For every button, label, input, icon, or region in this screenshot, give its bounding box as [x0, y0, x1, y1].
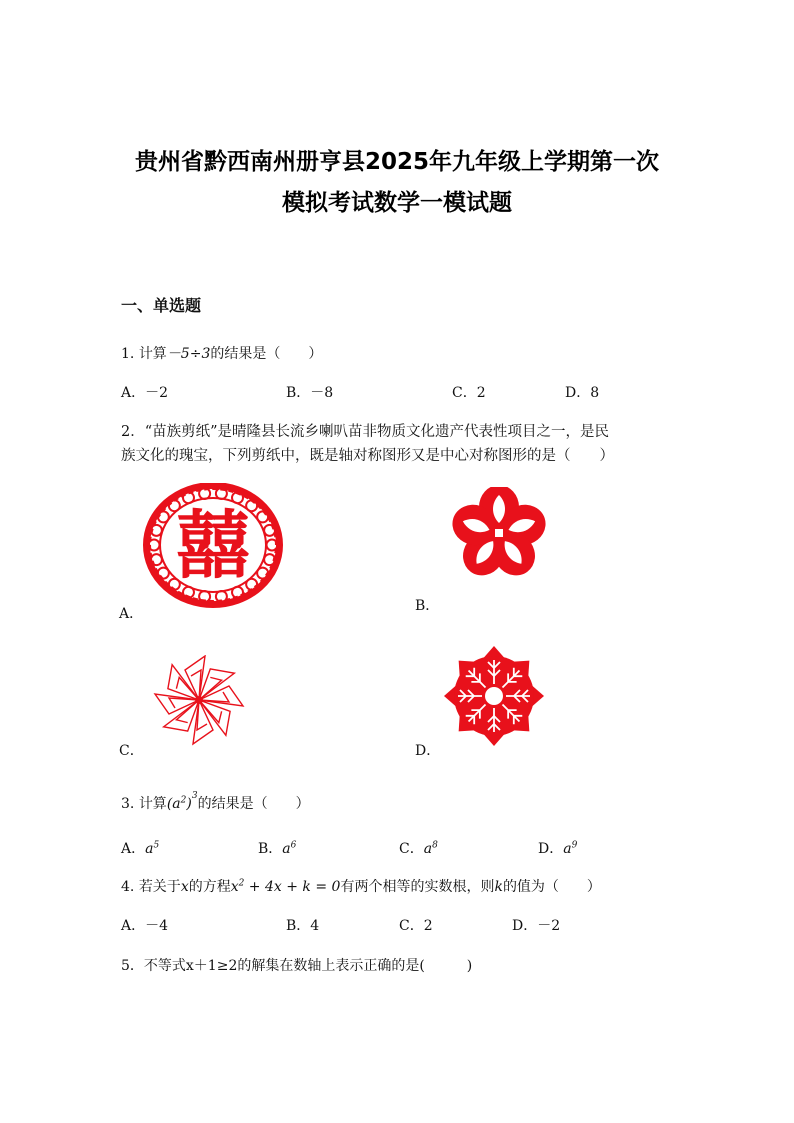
question-2-label-b[interactable]: B．: [415, 598, 440, 614]
page-title-line1: 贵州省黔西南州册亨县2025年九年级上学期第一次: [134, 149, 659, 175]
papercut-flower[interactable]: [440, 487, 558, 579]
papercut-pinwheel[interactable]: [146, 655, 252, 753]
papercut-octagon-flower[interactable]: [441, 645, 547, 748]
question-4-option-a[interactable]: A．－4: [121, 918, 169, 934]
question-1-option-b[interactable]: B．－8: [286, 385, 334, 401]
question-1-option-d[interactable]: D．8: [565, 385, 600, 401]
question-3-option-a[interactable]: A．$a^5$: [121, 840, 160, 857]
page-title-line2: 模拟考试数学一模试题: [282, 190, 512, 216]
question-4-stem: 4. 若关于x的方程$x^2 + 4x + k = 0$有两个相等的实数根，则k的值为（ ）: [121, 878, 601, 895]
question-1-expression: －5÷3: [166, 346, 211, 362]
question-2-stem-line1: 2．“苗族剪纸”是晴隆县长流乡喇叭苗非物质文化遗产代表性项目之一，是民: [121, 424, 610, 440]
question-4-option-d[interactable]: D．－2: [512, 918, 561, 934]
double-happiness-glyph: 囍: [176, 503, 250, 589]
question-1-stem: 1. 计算－5÷3的结果是（ ）: [121, 346, 323, 362]
question-1-option-c[interactable]: C．2: [452, 385, 486, 401]
question-3-option-c[interactable]: C．$a^8$: [399, 840, 438, 857]
question-2-label-c[interactable]: C．: [119, 743, 144, 759]
section-heading: 一、单选题: [121, 296, 202, 315]
question-3-stem: 3. 计算$(a^2)^3$的结果是（ ）: [121, 791, 310, 812]
question-2-label-a[interactable]: A．: [119, 606, 144, 622]
question-4-option-b[interactable]: B．4: [286, 918, 320, 934]
question-1-option-a[interactable]: A．－2: [121, 385, 169, 401]
papercut-double-happiness[interactable]: [143, 483, 283, 608]
question-4-equation: $x^2 + 4x + k = 0$: [230, 878, 341, 895]
question-3-expression: $(a^2)^3$: [166, 791, 198, 812]
question-3-option-d[interactable]: D．$a^9$: [538, 840, 578, 857]
question-4-option-c[interactable]: C．2: [399, 918, 433, 934]
question-3-option-b[interactable]: B．$a^6$: [258, 840, 297, 857]
question-2-stem-line2: 族文化的瑰宝，下列剪纸中，既是轴对称图形又是中心对称图形的是（ ）: [121, 448, 614, 464]
question-5-stem: 5．不等式x＋1≥2的解集在数轴上表示正确的是( ): [121, 958, 473, 974]
question-2-label-d[interactable]: D．: [415, 743, 441, 759]
